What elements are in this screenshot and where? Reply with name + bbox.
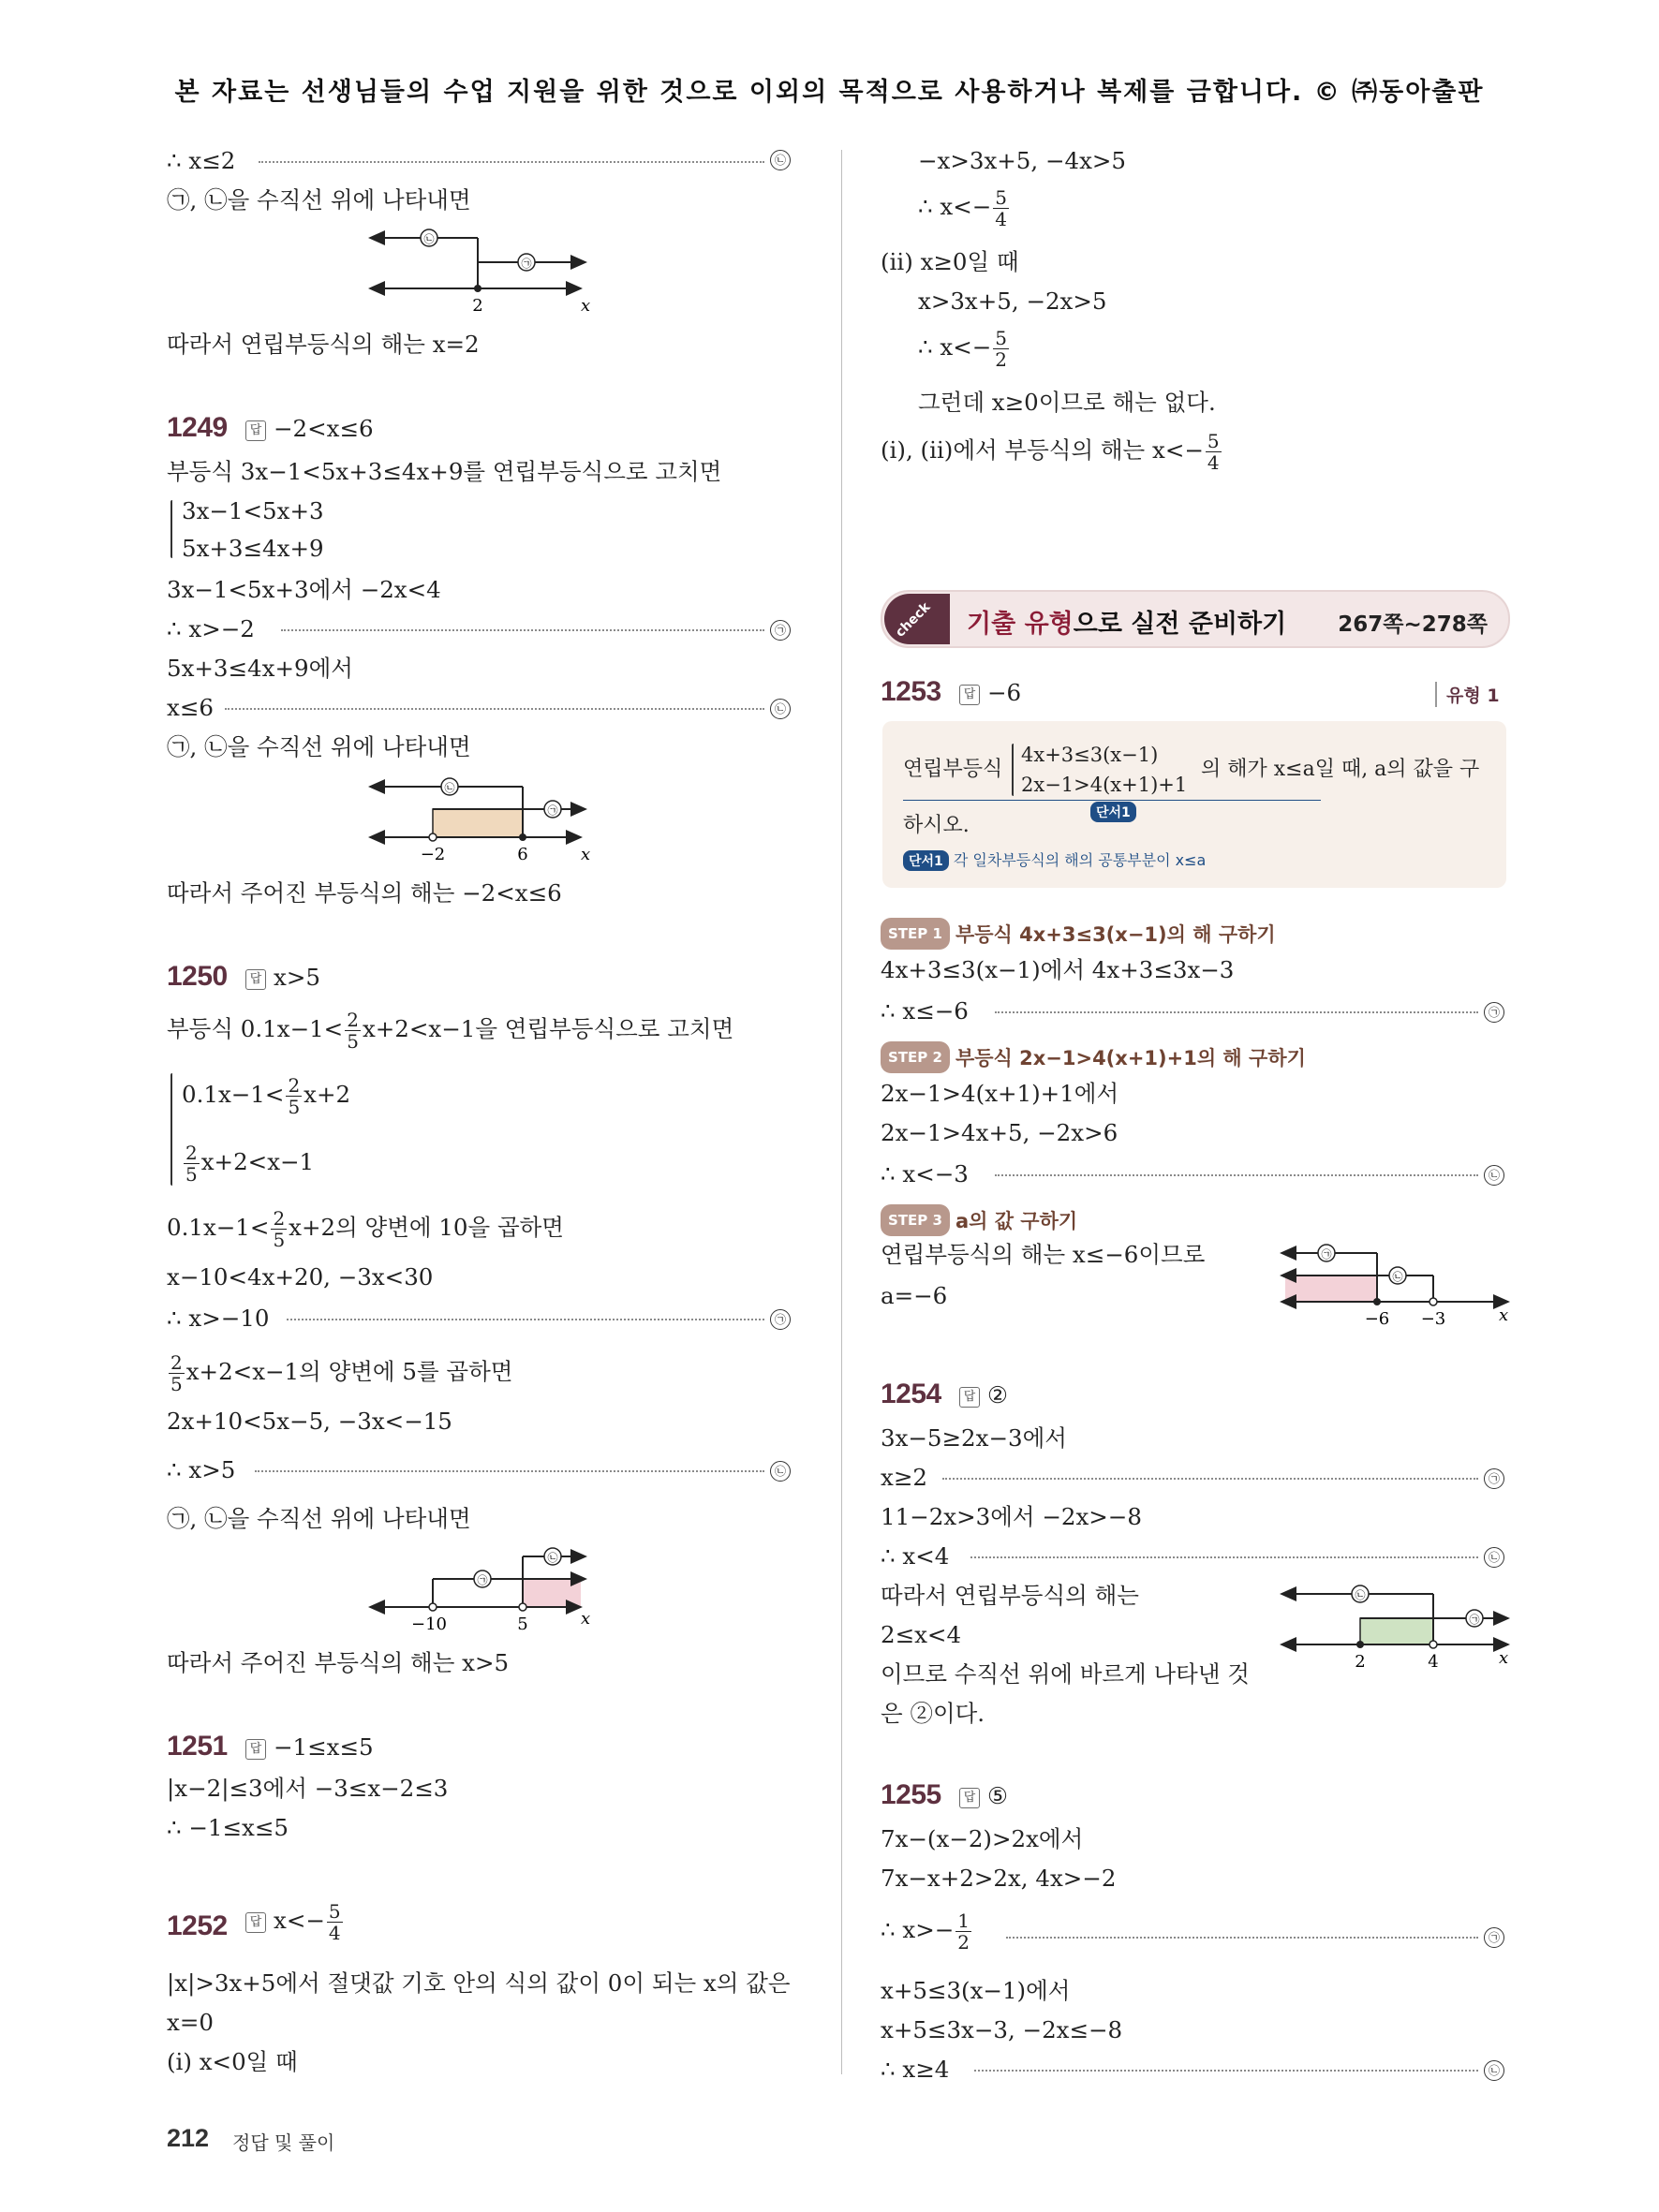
- answer-line: [959, 678, 1021, 708]
- solution-line: 따라서 주어진 부등식의 해는 −2<x≤6: [167, 879, 562, 907]
- solution-line: x+5≤3(x−1)에서: [881, 1977, 1071, 2004]
- answer-line: [245, 414, 374, 444]
- svg-text:㉠: ㉠: [521, 258, 532, 270]
- answer-line: [245, 963, 320, 993]
- box-equation: 2x−1>4(x+1)+1: [1021, 774, 1188, 796]
- dotted-leader: [995, 1174, 1478, 1176]
- tick-label: 6: [517, 845, 528, 864]
- dotted-leader: [942, 1478, 1478, 1480]
- solution-line: ∴ x>−10: [167, 1305, 270, 1332]
- mark-a: ㉠: [770, 620, 791, 641]
- mark-b: ㉡: [1484, 1547, 1504, 1568]
- solution-line: |x|>3x+5에서 절댓값 기호 안의 식의 값이 0이 되는 x의 값은: [167, 1969, 791, 1997]
- solution-line: 0.1x−1< $\frac{2}{5}$ x+2: [182, 1074, 351, 1118]
- solution-line: x+5≤3x−3, −2x≤−8: [881, 2016, 1123, 2043]
- problem-type-label: 유형 1: [1435, 682, 1500, 707]
- answer-icon: 답: [959, 685, 980, 705]
- solution-line: ∴ x>−2: [167, 615, 255, 642]
- solution-line: ∴ −1≤x≤5: [167, 1814, 289, 1841]
- answer-text: ②: [987, 1381, 1008, 1408]
- number-line-graph: [356, 1536, 609, 1641]
- svg-text:㉠: ㉠: [1469, 1614, 1480, 1626]
- solution-line: 2x−1>4(x+1)+1에서: [881, 1080, 1119, 1107]
- solution-line: |x−2|≤3에서 −3≤x−2≤3: [167, 1775, 449, 1802]
- tick-label: −10: [411, 1615, 447, 1634]
- answer-icon: 답: [959, 1387, 980, 1408]
- solution-line: 따라서 연립부등식의 해는: [881, 1582, 1139, 1609]
- solution-line: (ⅱ) x≥0일 때: [881, 248, 1019, 275]
- solution-line: ∴ x≤2: [167, 147, 236, 174]
- solution-line: −x>3x+5, −4x>5: [918, 147, 1127, 174]
- problem-number: 1251: [167, 1731, 228, 1762]
- axis-label: x: [581, 845, 591, 864]
- dotted-leader: [281, 629, 764, 631]
- solution-line: 2x+10<5x−5, −3x<−15: [167, 1408, 452, 1435]
- solution-line: 2x−1>4x+5, −2x>6: [881, 1119, 1118, 1146]
- solution-line: 5x+3≤4x+9에서: [167, 655, 353, 682]
- step-heading: STEP 3 a의 값 구하기: [881, 1204, 1077, 1236]
- box-text: 연립부등식: [903, 758, 1003, 781]
- dotted-leader: [995, 1011, 1478, 1013]
- answer-text: ⑤: [987, 1782, 1008, 1809]
- number-line-graph: [1274, 1579, 1518, 1673]
- solution-line: x>3x+5, −2x>5: [918, 288, 1107, 315]
- clue-tag: 단서1: [1090, 802, 1136, 822]
- mark-b: ㉡: [770, 1461, 791, 1482]
- solution-line: 0.1x−1< $\frac{2}{5}$ x+2의 양변에 10을 곱하면: [167, 1207, 564, 1251]
- problem-number: 1252: [167, 1910, 228, 1941]
- solution-line: 3x−1<5x+3: [182, 497, 324, 524]
- underline: [903, 800, 1321, 801]
- svg-text:㉠: ㉠: [477, 1574, 488, 1586]
- box-text: 하시오.: [903, 814, 970, 837]
- solution-line: x=0: [167, 2009, 214, 2036]
- solution-line: 그런데 x≥0이므로 해는 없다.: [918, 389, 1216, 416]
- number-line-graph: [356, 766, 609, 871]
- tick-label: −2: [420, 845, 446, 864]
- solution-line: ㉠, ㉡을 수직선 위에 나타내면: [167, 733, 471, 760]
- system-brace: [1012, 744, 1014, 796]
- solution-line: 2≤x<4: [881, 1621, 962, 1648]
- solution-line: 11−2x>3에서 −2x>−8: [881, 1503, 1142, 1530]
- problem-number: 1250: [167, 961, 228, 992]
- solution-line: 4x+3≤3(x−1)에서 4x+3≤3x−3: [881, 956, 1235, 983]
- column-divider: [841, 150, 842, 2074]
- axis-label: x: [581, 1609, 591, 1629]
- solution-line: 7x−x+2>2x, 4x>−2: [881, 1865, 1117, 1892]
- check-badge: check: [884, 594, 950, 644]
- tick-label: 5: [517, 1615, 528, 1634]
- axis-label: x: [581, 296, 591, 316]
- answer-line: [245, 1733, 374, 1762]
- svg-text:㉡: ㉡: [423, 233, 435, 245]
- svg-text:㉡: ㉡: [1355, 1589, 1366, 1601]
- box-text: 의 해가 x≤a일 때, a의 값을 구: [1201, 758, 1480, 781]
- dotted-leader: [970, 1556, 1478, 1558]
- page-number: 212: [167, 2124, 210, 2152]
- mark-a: ㉠: [1484, 1002, 1504, 1023]
- number-line-graph: [1274, 1238, 1518, 1332]
- answer-icon: 답: [245, 1739, 266, 1760]
- solution-line: 연립부등식의 해는 x≤−6이므로: [881, 1241, 1206, 1268]
- copyright-notice: 본 자료는 선생님들의 수업 지원을 위한 것으로 이외의 목적으로 사용하거나 복제를 금합니다. © ㈜동아출판: [174, 78, 1485, 107]
- answer-line: [959, 1380, 1008, 1410]
- mark-b: ㉡: [1484, 2060, 1504, 2081]
- axis-label: x: [1499, 1648, 1509, 1668]
- svg-text:㉠: ㉠: [547, 804, 558, 817]
- answer-icon: 답: [245, 1912, 266, 1933]
- dotted-leader: [974, 2070, 1478, 2072]
- step-heading: STEP 1 부등식 4x+3≤3(x−1)의 해 구하기: [881, 918, 1276, 950]
- answer-text: −6: [987, 679, 1022, 706]
- mark-a: ㉠: [770, 1309, 791, 1330]
- problem-number: 1255: [881, 1779, 941, 1810]
- solution-line: (ⅰ), (ⅱ)에서 부등식의 해는 x<− $\frac{5}{4}$: [881, 430, 1220, 474]
- tick-label: −3: [1420, 1309, 1446, 1329]
- banner-title: 기출 유형으로 실전 준비하기: [967, 610, 1287, 639]
- tick-label: 2: [1355, 1652, 1366, 1672]
- problem-box: [882, 721, 1506, 888]
- solution-line: (ⅰ) x<0일 때: [167, 2048, 298, 2075]
- answer-text: −1≤x≤5: [274, 1733, 374, 1761]
- solution-line: 5x+3≤4x+9: [182, 535, 324, 562]
- svg-text:㉠: ㉠: [1321, 1248, 1332, 1261]
- solution-line: ㉠, ㉡을 수직선 위에 나타내면: [167, 186, 471, 214]
- svg-text:㉡: ㉡: [1392, 1271, 1403, 1283]
- axis-label: x: [1499, 1305, 1509, 1325]
- solution-line: 부등식 3x−1<5x+3≤4x+9를 연립부등식으로 고치면: [167, 458, 722, 485]
- solution-line: $\frac{2}{5}$ x+2<x−1: [185, 1142, 315, 1186]
- answer-icon: 답: [245, 969, 266, 990]
- solution-line: 따라서 주어진 부등식의 해는 x>5: [167, 1649, 510, 1676]
- solution-line: ∴ x<4: [881, 1542, 950, 1570]
- solution-line: ∴ x≥4: [881, 2056, 950, 2083]
- system-brace: [170, 1073, 172, 1186]
- box-equation: 4x+3≤3(x−1): [1021, 744, 1159, 766]
- solution-line: x≥2: [881, 1464, 927, 1491]
- solution-line: ∴ x<− $\frac{5}{4}$: [918, 186, 1007, 230]
- solution-line: ∴ x>− $\frac{1}{2}$: [881, 1910, 970, 1954]
- solution-line: ∴ x<−3: [881, 1160, 969, 1187]
- solution-line: x−10<4x+20, −3x<30: [167, 1263, 434, 1290]
- banner-pages: 267쪽~278쪽: [1338, 612, 1488, 637]
- answer-line: [959, 1781, 1008, 1811]
- clue-note: 단서1 각 일차부등식의 해의 공통부분이 x≤a: [903, 848, 1206, 871]
- svg-text:㉡: ㉡: [444, 782, 455, 794]
- solution-line: a=−6: [881, 1282, 948, 1309]
- solution-line: 3x−5≥2x−3에서: [881, 1424, 1067, 1452]
- dotted-leader: [225, 708, 764, 710]
- solution-line: 은 ②이다.: [881, 1700, 985, 1727]
- footer-section: 정답 및 풀이: [232, 2131, 335, 2154]
- solution-line: 이므로 수직선 위에 바르게 나타낸 것: [881, 1660, 1250, 1688]
- answer-icon: 답: [959, 1788, 980, 1808]
- answer-text: −2<x≤6: [274, 415, 374, 442]
- solution-line: 부등식 0.1x−1< $\frac{2}{5}$ x+2<x−1을 연립부등식으로 고치면: [167, 1009, 734, 1053]
- answer-icon: 답: [245, 420, 266, 441]
- solution-line: ∴ x≤−6: [881, 997, 969, 1025]
- mark-a: ㉠: [1484, 1927, 1504, 1948]
- number-line-graph: [356, 217, 609, 322]
- solution-line: 따라서 연립부등식의 해는 x=2: [167, 331, 480, 358]
- dotted-leader: [255, 1470, 764, 1472]
- solution-line: $\frac{2}{5}$ x+2<x−1의 양변에 5를 곱하면: [170, 1351, 513, 1395]
- mark-a: ㉠: [1484, 1468, 1504, 1489]
- dotted-leader: [287, 1319, 764, 1320]
- mark-b: ㉡: [770, 150, 791, 170]
- problem-number: 1249: [167, 412, 228, 443]
- answer-text: x>5: [274, 964, 320, 991]
- solution-line: ㉠, ㉡을 수직선 위에 나타내면: [167, 1505, 471, 1532]
- step-heading: STEP 2 부등식 2x−1>4(x+1)+1의 해 구하기: [881, 1041, 1306, 1073]
- system-brace: [170, 500, 172, 558]
- mark-b: ㉡: [770, 699, 791, 719]
- solution-line: ∴ x<− $\frac{5}{2}$: [918, 327, 1007, 371]
- answer-text: x<−: [274, 1907, 325, 1934]
- solution-line: 7x−(x−2)>2x에서: [881, 1825, 1084, 1852]
- tick-label: 2: [472, 296, 483, 316]
- tick-label: −6: [1364, 1309, 1390, 1329]
- dotted-leader: [259, 161, 764, 163]
- practice-section-banner: [881, 590, 1510, 648]
- problem-number: 1253: [881, 676, 941, 707]
- svg-text:㉡: ㉡: [547, 1552, 558, 1564]
- solution-line: ∴ x>5: [167, 1456, 236, 1483]
- solution-line: 3x−1<5x+3에서 −2x<4: [167, 576, 441, 603]
- answer-line: 답 x<− $\frac{5}{4}$: [245, 1901, 345, 1943]
- problem-number: 1254: [881, 1379, 941, 1409]
- mark-b: ㉡: [1484, 1165, 1504, 1186]
- dotted-leader: [1006, 1937, 1478, 1939]
- solution-line: x≤6: [167, 694, 214, 721]
- tick-label: 4: [1428, 1652, 1439, 1672]
